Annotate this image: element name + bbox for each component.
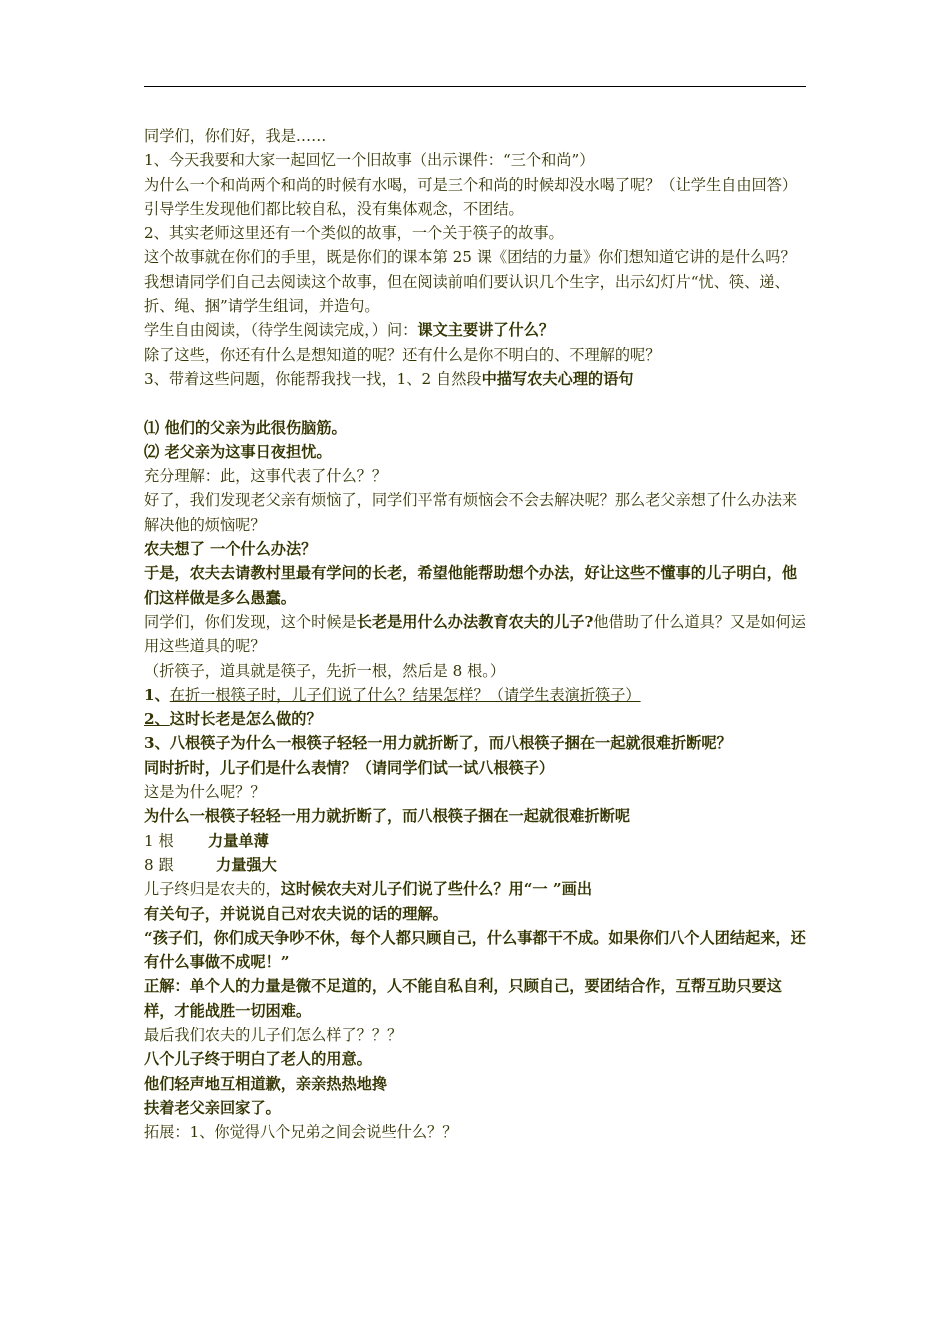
text-span: 这时长老是怎么做的？ [169,710,322,729]
header-rule [144,86,806,87]
bold-phrase: 中描写农夫心理的语句 [481,369,634,388]
text-line [144,707,808,731]
bold-phrase: 这时候农夫对儿子们说了些什么？用“一 ”画出 [280,880,593,899]
text-line: ⑴ 他们的父亲为此很伤脑筋。 [144,418,347,437]
text-line: 除了这些，你还有什么是想知道的呢？还有什么是你不明白的、不理解的呢？ [144,345,661,364]
underlined-text: 在折一根筷子时，儿子们说了什么？结果怎样？（请学生表演折筷子） [169,685,641,704]
text-line: 同时折时，儿子们是什么表情？（请同学们试一试八根筷子） [144,758,555,777]
text-line [144,367,808,391]
document-body [144,124,808,1144]
text-line: 最后我们农夫的儿子们怎么样了？？？ [144,1025,403,1044]
text-line [144,877,808,901]
text-line: 扶着老父亲回家了。 [144,1098,281,1117]
text-line: “孩子们，你们成天争吵不休，每个人都只顾自己，什么事都干不成。如果你们八个人团结起来，还有什么事做不成呢！” [144,928,806,972]
text-line: 拓展：1、你觉得八个兄弟之间会说些什么？？ [144,1123,458,1142]
text-span: 1 根 [144,831,174,850]
text-line: ⑵ 老父亲为这事日夜担忧。 [144,442,332,461]
text-line [144,683,808,707]
text-line [144,853,808,877]
text-line [144,318,808,342]
text-line: 农夫想了 一个什么办法？ [144,540,317,559]
text-line: 充分理解：此，这事代表了什么？？ [144,467,387,486]
text-line: 1、今天我要和大家一起回忆一个旧故事（出示课件：“三个和尚”） [144,151,595,170]
text-span: 8 跟 [144,855,174,874]
text-line: 八个儿子终于明白了老人的用意。 [144,1050,372,1069]
text-line: 2、其实老师这里还有一个类似的故事，一个关于筷子的故事。 [144,224,564,243]
text-line: 正解：单个人的力量是微不足道的，人不能自私自利，只顾自己，要团结合作，互帮互助只要这样，才能战胜一切困难。 [144,977,782,1020]
text-line: 为什么一个和尚两个和尚的时候有水喝，可是三个和尚的时候却没水喝了呢？（让学生自由回答） [144,175,798,194]
bold-phrase: 力量单薄 [208,831,269,850]
text-span: 学生自由阅读，（待学生阅读完成，）问： [144,321,418,340]
bold-phrase: 长老是用什么办法教育农夫的儿子? [356,612,594,631]
text-line: 有关句子，并说说自己对农夫说的话的理解。 [144,904,448,923]
text-span: 儿子终归是农夫的， [144,880,281,899]
blank-line [144,391,808,415]
text-line: 引导学生发现他们都比较自私，没有集体观念，不团结。 [144,199,524,218]
text-line: 同学们，你们好，我是…… [144,127,327,145]
text-line: 好了，我们发现老父亲有烦恼了，同学们平常有烦恼会不会去解决呢？那么老父亲想了什么办法来解决他的烦恼呢？ [144,491,798,534]
text-line: 这个故事就在你们的手里，既是你们的课本第 25 课《团结的力量》你们想知道它讲的是什么吗？ [144,248,796,267]
list-number: 1、 [144,685,170,704]
text-span: 他借助了什么道具？又是如何运用这些道具的呢？ [144,612,806,656]
text-span: 同学们，你们发现，这个时候是 [144,612,357,631]
text-line [144,829,808,853]
text-line: 这是为什么呢？？ [144,783,266,802]
text-line: 他们轻声地互相道歉，亲亲热热地搀 [144,1074,387,1093]
text-line: 于是，农夫去请教村里最有学问的长老，希望他能帮助想个办法，好让这些不懂事的儿子明白，他们这样做是多么愚蠢。 [144,564,798,607]
list-number: 2、 [144,710,170,729]
text-line: （折筷子，道具就是筷子，先折一根，然后是 8 根。） [144,661,506,680]
bold-question: 课文主要讲了什么？ [417,321,555,340]
text-line: 为什么一根筷子轻轻一用力就折断了，而八根筷子捆在一起就很难折断呢 [144,807,630,826]
bold-phrase: 力量强大 [216,855,277,874]
text-span: 3、带着这些问题，你能帮我找一找，1、2 自然段 [144,369,482,388]
text-line: 3、八根筷子为什么一根筷子轻轻一用力就折断了，而八根筷子捆在一起就很难折断呢？ [144,734,732,753]
text-line: 我想请同学们自己去阅读这个故事，但在阅读前咱们要认识几个生字，出示幻灯片“忧、筷、递、折、绳、捆”请学生组词，并造句。 [144,272,790,316]
text-line [144,610,808,659]
